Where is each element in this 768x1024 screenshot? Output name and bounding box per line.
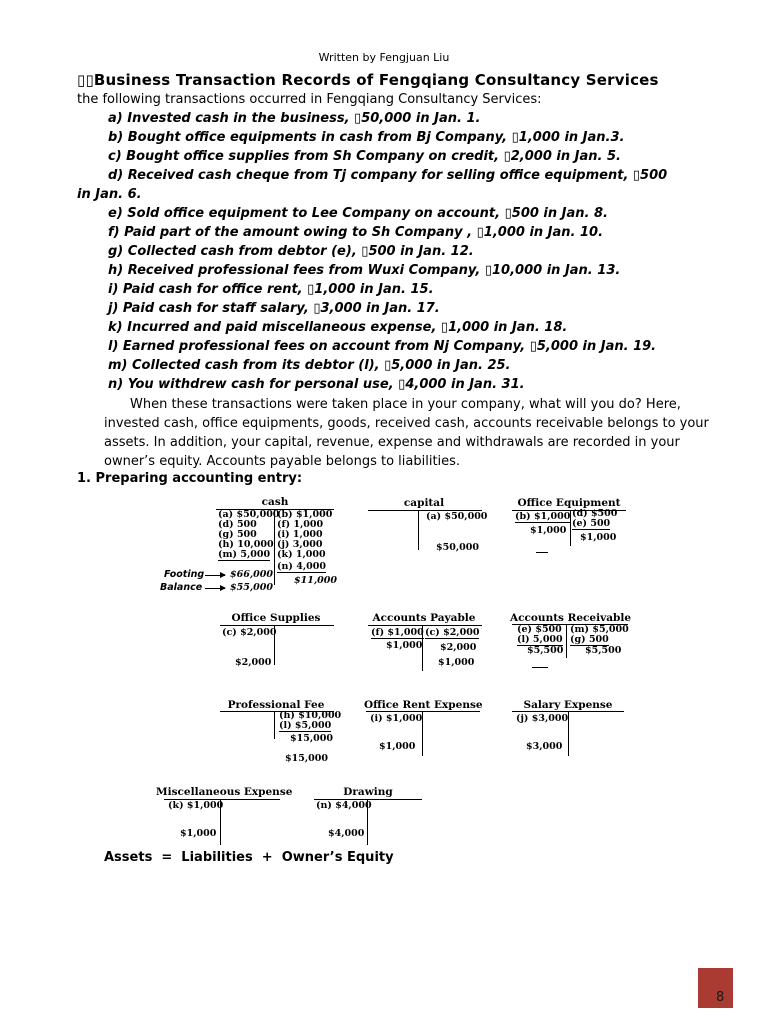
transaction-b: b) Bought office equipments in cash from Bj Company, ▯1,000 in Jan.3. xyxy=(108,130,625,145)
account-title: Professional Fee xyxy=(227,699,325,711)
debit-entry: (g) 500 xyxy=(218,529,257,540)
footing-credit: $11,000 xyxy=(294,575,337,586)
t-account-miscellaneous-expense xyxy=(156,786,293,846)
debit-entry: (c) $2,000 xyxy=(222,627,277,638)
author-line: Written by Fengjuan Liu xyxy=(318,51,450,64)
t-account-office-rent-expense xyxy=(364,698,484,760)
credit-entry: (h) $10,000 xyxy=(279,710,342,721)
balance-value: $3,000 xyxy=(526,741,563,752)
balance-value: $50,000 xyxy=(436,542,479,553)
credit-entry: (f) 1,000 xyxy=(277,519,324,530)
transaction-e: e) Sold office equipment to Lee Company on account, ▯500 in Jan. 8. xyxy=(108,206,608,221)
footing-debit: $66,000 xyxy=(230,569,273,580)
account-title: Office Supplies xyxy=(231,612,321,624)
transaction-n: n) You withdrew cash for personal use, ▯4,000 in Jan. 31. xyxy=(108,377,525,392)
credit-entry: (m) $5,000 xyxy=(570,624,629,635)
credit-entry: (d) $500 xyxy=(572,508,618,519)
debit-entry: (l) 5,000 xyxy=(517,634,563,645)
account-title: Salary Expense xyxy=(523,699,613,711)
credit-entry: (g) 500 xyxy=(570,634,609,645)
t-account-salary-expense xyxy=(510,698,630,760)
t-account-accounts-payable xyxy=(366,611,486,671)
t-account-office-equipment xyxy=(510,496,630,566)
account-title: Office Rent Expense xyxy=(364,699,483,711)
debit-entry: (j) $3,000 xyxy=(516,713,569,724)
credit-total: $2,000 xyxy=(440,642,477,653)
credit-entry: (a) $50,000 xyxy=(426,511,488,522)
intro-text: the following transactions occurred in Fengqiang Consultancy Services: xyxy=(77,92,542,107)
credit-entry: (c) $2,000 xyxy=(425,627,480,638)
debit-total: $1,000 xyxy=(530,525,567,536)
transaction-k: k) Incurred and paid miscellaneous expense, ▯1,000 in Jan. 18. xyxy=(108,320,568,335)
debit-total: $1,000 xyxy=(386,640,423,651)
transaction-h: h) Received professional fees from Wuxi Company, ▯10,000 in Jan. 13. xyxy=(108,263,621,278)
t-account-capital xyxy=(366,496,486,566)
debit-entry: (m) 5,000 xyxy=(218,549,271,560)
transaction-d-cont: in Jan. 6. xyxy=(77,187,142,202)
balance-value: $55,000 xyxy=(230,582,273,593)
transaction-i: i) Paid cash for office rent, ▯1,000 in Jan. 15. xyxy=(108,282,434,297)
balance-value: $1,000 xyxy=(438,657,475,668)
debit-entry: (i) $1,000 xyxy=(370,713,423,724)
debit-entry: (n) $4,000 xyxy=(316,800,372,811)
debit-entry: (d) 500 xyxy=(218,519,257,530)
t-account-accounts-receivable xyxy=(510,611,632,671)
credit-total: $5,500 xyxy=(585,645,622,656)
debit-entry: (k) $1,000 xyxy=(168,800,224,811)
credit-entry: (e) 500 xyxy=(572,518,611,529)
debit-total: $5,500 xyxy=(527,645,564,656)
balance-value: $1,000 xyxy=(180,828,217,839)
t-account-professional-fee xyxy=(218,698,342,768)
debit-entry: (e) $500 xyxy=(517,624,562,635)
debit-entry: (h) 10,000 xyxy=(218,539,274,550)
transaction-m: m) Collected cash from its debtor (l), ▯5,000 in Jan. 25. xyxy=(108,358,511,373)
transaction-a: a) Invested cash in the business, ▯50,000 in Jan. 1. xyxy=(108,111,481,126)
transaction-l: l) Earned professional fees on account from Nj Company, ▯5,000 in Jan. 19. xyxy=(108,339,657,354)
section-heading: 1. Preparing accounting entry: xyxy=(77,471,303,486)
account-title: Drawing xyxy=(343,786,393,798)
credit-total: $15,000 xyxy=(290,733,333,744)
transaction-g: g) Collected cash from debtor (e), ▯500 in Jan. 12. xyxy=(108,244,474,259)
credit-entry: (j) 3,000 xyxy=(277,539,323,550)
footing-label: Footing xyxy=(164,569,205,580)
account-title: Miscellaneous Expense xyxy=(156,786,293,798)
credit-entry: (b) $1,000 xyxy=(277,509,333,520)
credit-entry: (i) 1,000 xyxy=(277,529,323,540)
account-title: Accounts Receivable xyxy=(510,612,632,624)
credit-total: $1,000 xyxy=(580,532,617,543)
account-title: cash xyxy=(261,496,289,508)
balance-label: Balance xyxy=(160,582,203,593)
accounting-equation: Assets = Liabilities + Owner’s Equity xyxy=(104,850,394,865)
credit-entry: (k) 1,000 xyxy=(277,549,326,560)
transaction-d: d) Received cash cheque from Tj company for selling office equipment, ▯500 xyxy=(108,168,668,183)
document-title: ▯▯Business Transaction Records of Fengqiang Consultancy Services xyxy=(77,71,659,89)
transaction-j: j) Paid cash for staff salary, ▯3,000 in Jan. 17. xyxy=(108,301,440,316)
transaction-f: f) Paid part of the amount owing to Sh Company , ▯1,000 in Jan. 10. xyxy=(108,225,604,240)
account-title: capital xyxy=(403,497,445,509)
page-number: 8 xyxy=(716,990,725,1005)
explanation-paragraph: When these transactions were taken place in your company, what will you do? Here, invested cash, office equipments, goods, received cash, accounts receivable belongs to your assets. In addition, your capital, revenue, expense and withdrawals are recorded in your owner’s equity. Accounts payable belongs to liabilities. xyxy=(104,397,709,469)
account-title: Office Equipment xyxy=(517,497,621,509)
credit-entry: (n) 4,000 xyxy=(277,561,326,572)
account-title: Accounts Payable xyxy=(372,612,476,624)
t-account-office-supplies xyxy=(218,611,338,671)
balance-value: $4,000 xyxy=(328,828,365,839)
balance-value: $15,000 xyxy=(285,753,328,764)
debit-entry: (f) $1,000 xyxy=(371,627,424,638)
credit-entry: (l) $5,000 xyxy=(279,720,332,731)
t-account-cash xyxy=(160,496,340,596)
transaction-c: c) Bought office supplies from Sh Company on credit, ▯2,000 in Jan. 5. xyxy=(108,149,621,164)
debit-entry: (a) $50,000 xyxy=(218,509,280,520)
t-account-drawing xyxy=(312,786,424,846)
balance-value: $1,000 xyxy=(379,741,416,752)
balance-value: $2,000 xyxy=(235,657,272,668)
debit-entry: (b) $1,000 xyxy=(515,511,571,522)
